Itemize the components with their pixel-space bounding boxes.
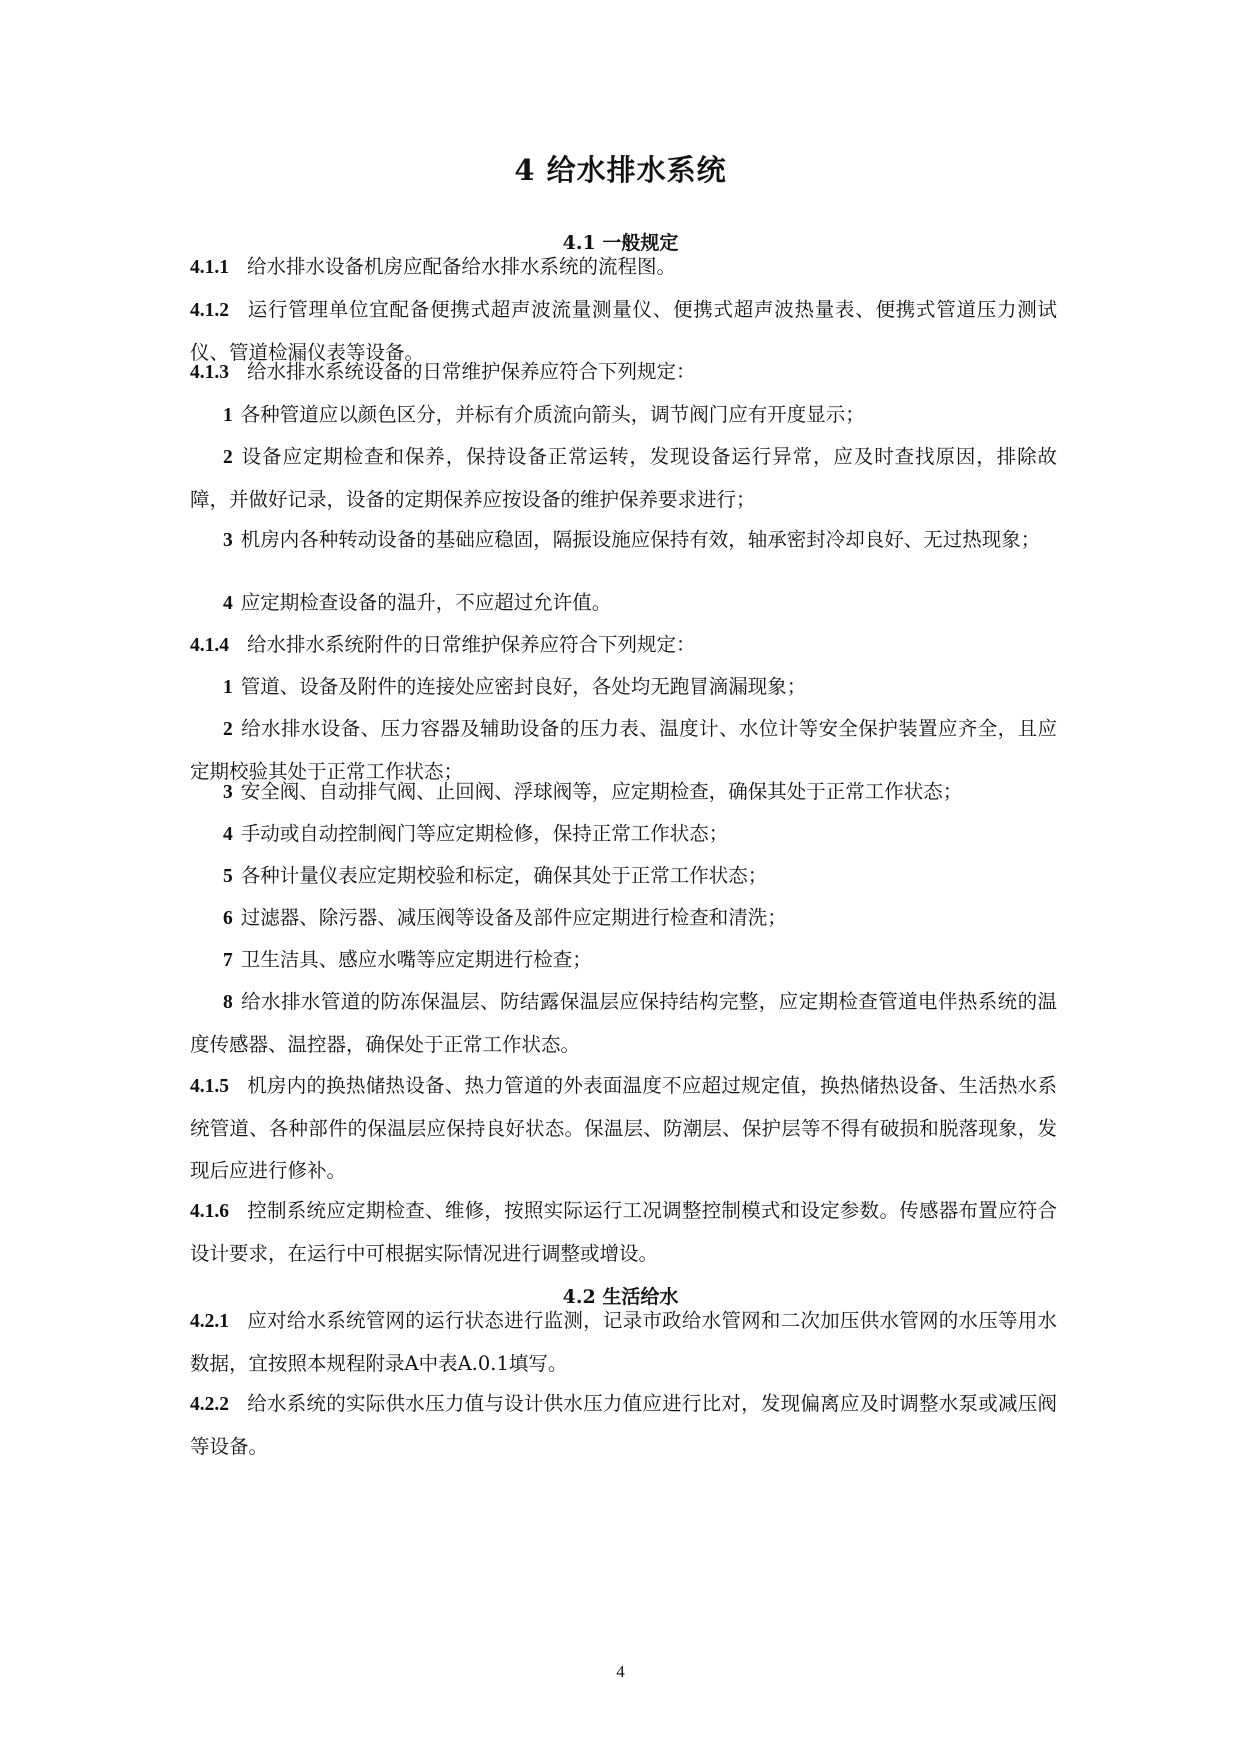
item-number: 5 [223,866,233,887]
clause-text: 给水排水系统设备的日常维护保养应符合下列规定： [247,360,696,383]
item-text: 设备应定期检查和保养，保持设备正常运转，发现设备运行异常，应及时查找原因，排除故障，并做好记录，设备的定期保养应按设备的维护保养要求进行； [190,445,1057,511]
item-text: 管道、设备及附件的连接处应密封良好，各处均无跑冒滴漏现象； [240,675,807,698]
clause-4-1-4 [190,624,1057,667]
clause-text: 应对给水系统管网的运行状态进行监测，记录市政给水管网和二次加压供水管网的水压等用水数据，宜按照本规程附录A中表A.0.1填写。 [190,1309,1057,1375]
clause-text: 给水系统的实际供水压力值与设计供水压力值应进行比对，发现偏离应及时调整水泵或减压阀等设备。 [190,1392,1057,1458]
clause-number: 4.1.6 [190,1201,229,1222]
clause-number: 4.2.2 [190,1394,229,1415]
item-text: 各种管道应以颜色区分，并标有介质流向箭头，调节阀门应有开度显示； [240,403,865,426]
clause-number: 4.1.5 [190,1076,229,1097]
item-number: 1 [223,405,233,426]
chapter-title: 4 给水排水系统 [514,153,727,187]
clause-number: 4.1.2 [190,300,229,321]
item-text: 过滤器、除污器、减压阀等设备及部件应定期进行检查和清洗； [240,906,787,929]
clause-text: 给水排水设备机房应配备给水排水系统的流程图。 [247,255,677,278]
list-item [190,582,1057,625]
item-number: 4 [223,593,233,614]
item-text: 给水排水设备、压力容器及辅助设备的压力表、温度计、水位计等安全保护装置应齐全，且应定期校验其处于正常工作状态； [190,717,1057,783]
item-number: 4 [223,824,233,845]
clause-number: 4.1.4 [190,635,229,656]
item-text: 卫生洁具、感应水嘴等应定期进行检查； [240,948,592,971]
list-item [190,939,1057,982]
item-number: 1 [223,677,233,698]
clause-4-1-1 [190,246,1057,289]
list-item [190,666,1057,709]
list-item [190,519,1057,562]
list-item [190,897,1057,940]
item-number: 2 [223,719,233,740]
item-text: 给水排水管道的防冻保温层、防结露保温层应保持结构完整，应定期检查管道电伴热系统的温度传感器、温控器，确保处于正常工作状态。 [190,990,1057,1056]
item-number: 3 [223,782,233,803]
item-number: 6 [223,908,233,929]
section-title-4-1: 4.1 一般规定 [562,232,679,254]
clause-text: 机房内的换热储热设备、热力管道的外表面温度不应超过规定值，换热储热设备、生活热水系统管道、各种部件的保温层应保持良好状态。保温层、防潮层、保护层等不得有破损和脱落现象，发现后应进行修补。 [190,1074,1057,1182]
clause-4-1-6 [190,1190,1057,1275]
item-text: 应定期检查设备的温升，不应超过允许值。 [240,591,612,614]
list-item [190,981,1057,1066]
list-item [190,855,1057,898]
clause-number: 4.2.1 [190,1311,229,1332]
list-item [190,771,1057,814]
clause-number: 4.1.1 [190,257,229,278]
clause-text: 给水排水系统附件的日常维护保养应符合下列规定： [247,633,696,656]
item-number: 8 [223,992,233,1013]
item-text: 手动或自动控制阀门等应定期检修，保持正常工作状态； [240,822,729,845]
item-text: 各种计量仪表应定期校验和标定，确保其处于正常工作状态； [240,864,768,887]
clause-text: 控制系统应定期检查、维修，按照实际运行工况调整控制模式和设定参数。传感器布置应符合设计要求，在运行中可根据实际情况进行调整或增设。 [190,1199,1057,1265]
section-title-4-2: 4.2 生活给水 [562,1286,679,1308]
clause-4-1-5 [190,1065,1057,1192]
clause-text: 运行管理单位宜配备便携式超声波流量测量仪、便携式超声波热量表、便携式管道压力测试仪、管道检漏仪表等设备。 [190,298,1057,364]
page-number: 4 [616,1662,625,1681]
clause-4-1-3 [190,351,1057,394]
list-item [190,813,1057,856]
list-item [190,436,1057,521]
item-text: 安全阀、自动排气阀、止回阀、浮球阀等，应定期检查，确保其处于正常工作状态； [240,780,963,803]
clause-4-2-1 [190,1300,1057,1385]
item-number: 3 [223,530,233,551]
list-item [190,394,1057,437]
item-number: 2 [223,447,233,468]
item-number: 7 [223,950,233,971]
item-text: 机房内各种转动设备的基础应稳固，隔振设施应保持有效，轴承密封冷却良好、无过热现象； [240,528,1041,551]
clause-number: 4.1.3 [190,362,229,383]
clause-4-2-2 [190,1383,1057,1468]
